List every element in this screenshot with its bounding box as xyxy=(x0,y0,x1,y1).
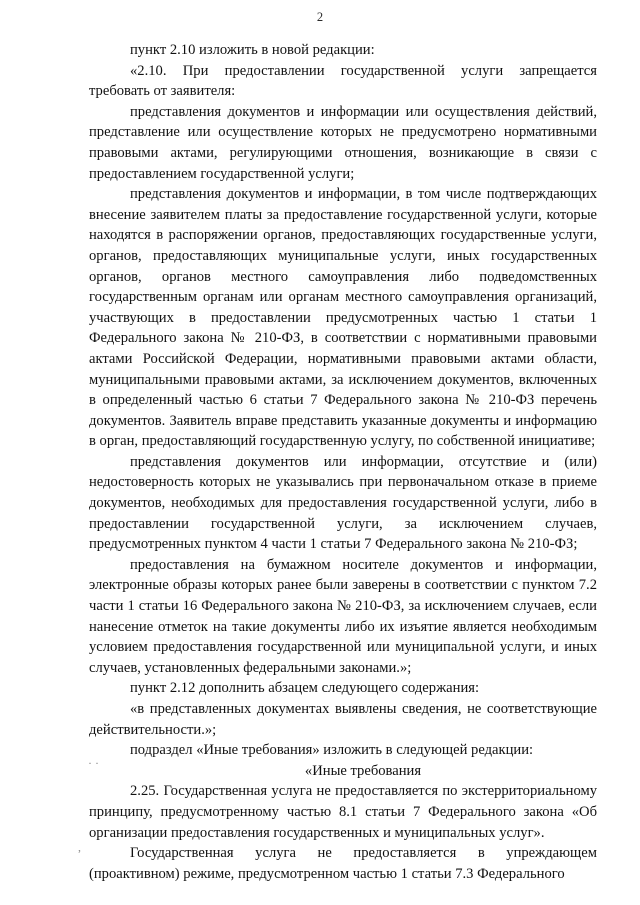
paragraph-proactive-mode: Государственная услуга не предоставляется в упреждающем (проактивном) режиме, предусмотренном частью 1 статьи 7.3 Федерального xyxy=(89,845,597,882)
page-number: 2 xyxy=(316,10,324,24)
paragraph-2-10-item-3: представления документов или информации, отсутствие и (или) недостоверность которых не указывались при первоначальном отказе в приеме документов, необходимых для предоставления государственной услуги, либо в предоставлении государственной услуги, за исключением случаев, предусмотренных пунктом 4 части 1 статьи 7 Федерального закона № 210-ФЗ; xyxy=(89,453,597,553)
paragraph-2-25: 2.25. Государственная услуга не предоставляется по экстерриториальному принципу, предусмотренному частью 8.1 статьи 7 Федерального закона «Об организации предоставления государственных и муниципальных услуг». xyxy=(89,783,597,841)
scan-speck-mark: , xyxy=(78,840,81,854)
paragraph-2-12-addition: «в представленных документах выявлены сведения, не соответствующие действительности.»; xyxy=(89,701,597,738)
document-body xyxy=(89,40,597,884)
paragraph-2-10-item-2: представления документов и информации, в том числе подтверждающих внесение заявителем платы за предоставление государственной услуги, которые находятся в распоряжении органов, предоставляющих государственные услуги, органов, предоставляющих муниципальные услуги, иных государственных органов, органов местного самоуправления либо подведомственных государственным органам или органам местного самоуправления организаций, участвующих в предоставлении предусмотренных частью 1 статьи 1 Федерального закона № 210-ФЗ, в соответствии с нормативными правовыми актами Российской Федерации, нормативными правовыми актами области, муниципальными правовыми актами, за исключением документов, включенных в определенный частью 6 статьи 7 Федерального закона № 210-ФЗ перечень документов. Заявитель вправе представить указанные документы и информацию в орган, предоставляющий государственную услугу, по собственной инициативе; xyxy=(89,186,597,450)
paragraph-amend-2-10: пункт 2.10 изложить в новой редакции: xyxy=(130,42,375,58)
paragraph-amend-2-12: пункт 2.12 дополнить абзацем следующего содержания: xyxy=(130,680,480,697)
paragraph-2-10-item-1: представления документов и информации или осуществления действий, представление или осуществление которых не предусмотрено нормативными правовыми актами, регулирующими отношения, возникающие в связи с предоставлением государственной услуги; xyxy=(89,103,597,182)
paragraph-amend-other-requirements: подраздел «Иные требования» изложить в следующей редакции: xyxy=(130,742,534,759)
paragraph-2-10-intro: «2.10. При предоставлении государственной услуги запрещается требовать от заявителя: xyxy=(89,62,597,100)
scan-speck-mark: · · xyxy=(88,756,99,770)
section-heading-other-requirements: «Иные требования xyxy=(304,762,422,779)
paragraph-2-10-item-4: предоставления на бумажном носителе документов и информации, электронные образы которых ранее были заверены в соответствии с пунктом 7.2 части 1 статьи 16 Федерального закона № 210-ФЗ, за исключением случаев, если нанесение отметок на такие документы либо их изъятие является необходимым условием предоставления государственной или муниципальной услуги, и иных случаев, установленных федеральными законами.»; xyxy=(89,556,597,676)
